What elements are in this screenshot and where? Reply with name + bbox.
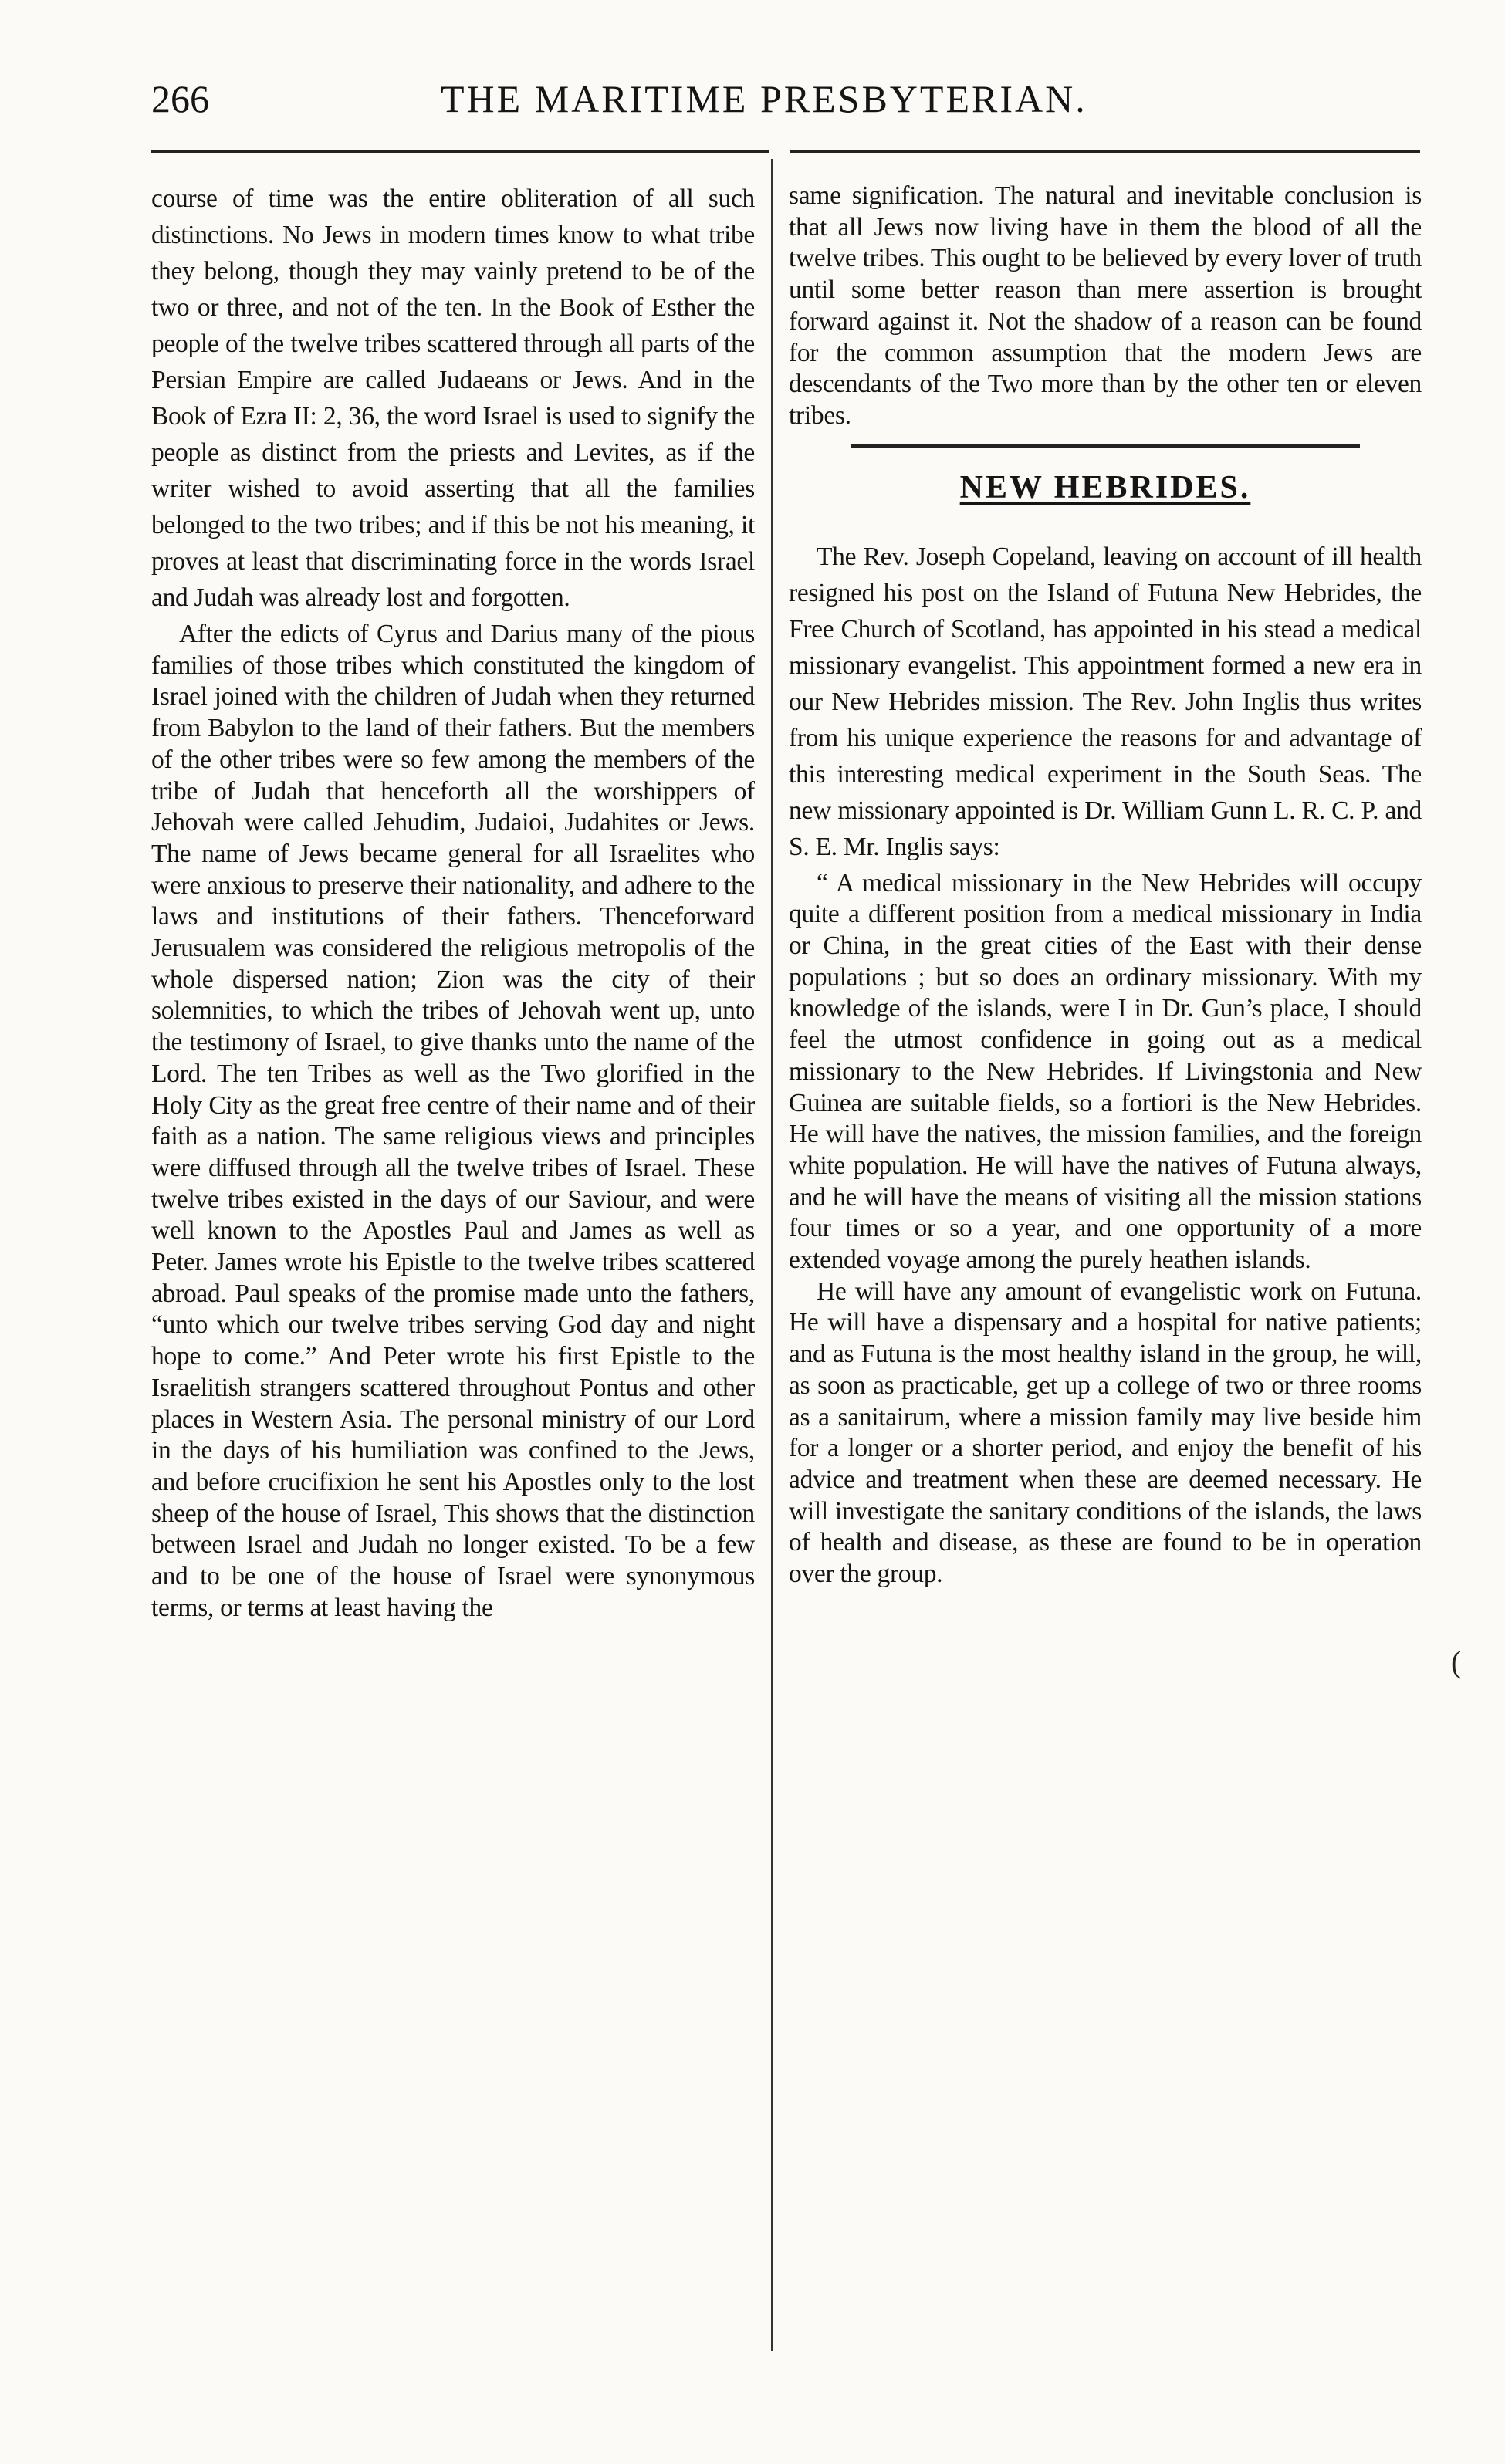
- paragraph: course of time was the entire obliteration of all such distinctions. No Jews in modern times know to what tribe they belong, though they may vainly pretend to be of the two or three, and not of the ten. In the Book of Esther the people of the twelve tribes scattered through all parts of the Persian Empire are called Judaeans or Jews. And in the Book of Ezra II: 2, 36, the word Israel is used to signify the people as distinct from the priests and Levites, as if the writer wished to avoid asserting that all the families belonged to the two tribes; and if this be not his meaning, it proves at least that discriminating force in the words Israel and Judah was already lost and forgotten.: [151, 184, 755, 612]
- paragraph: After the edicts of Cyrus and Darius many of the pious families of those tribes which constituted the kingdom of Israel joined with the children of Judah when they returned from Babylon to the land of their fathers. But the members of the other tribes were so few among the members of the tribe of Judah that henceforth all the worshippers of Jehovah were called Jehudim, Judaioi, Judahites or Jews. The name of Jews became general for all Israelites who were anxious to preserve their nationality, and adhere to the laws and institutions of their fathers. Thenceforward Jerusualem was considered the religious metropolis of the whole dispersed nation; Zion was the city of their solemnities, to which the tribes of Jehovah went up, unto the testimony of Israel, to give thanks unto the name of the Lord. The ten Tribes as well as the Two glorified in the Holy City as the great free centre of their name and of their faith as a nation. The same religious views and principles were diffused through all the twelve tribes of Israel. These twelve tribes existed in the days of our Saviour, and were well known to the Apostles Paul and James as well as Peter. James wrote his Epistle to the twelve tribes scattered abroad. Paul speaks of the promise made unto the fathers, “unto which our twelve tribes serving God day and night hope to come.” And Peter wrote his first Epistle to the Israelitish strangers scattered throughout Pontus and other places in Western Asia. The personal ministry of our Lord in the days of his humiliation was confined to the Jews, and before crucifixion he sent his Apostles only to the lost sheep of the house of Israel, This shows that the distinction between Israel and Judah no longer existed. To be a few and to be one of the house of Israel were synonymous terms, or terms at least having the: [151, 620, 755, 1622]
- header-rule-left: [151, 150, 769, 153]
- paragraph: same signification. The natural and inevitable conclusion is that all Jews now living have in them the blood of all the twelve tribes. This ought to be believed by every lover of truth until some better reason than mere assertion is brought forward against it. Not the shadow of a reason can be found for the common assumption that the modern Jews are descendants of the Two more than by the other ten or eleven tribes.: [789, 181, 1422, 430]
- right-column: [789, 181, 1422, 2349]
- header-rule-right: [790, 150, 1420, 153]
- left-column: [151, 181, 755, 2349]
- quoted-paragraph: “ A medical missionary in the New Hebrides will occupy quite a different position from a medical missionary in India or China, in the great cities of the East with their dense populations ; but so does an ordinary missionary. With my knowledge of the islands, were I in Dr. Gun’s place, I should feel the utmost confidence in going out as a medical missionary to the New Hebrides. If Livingstonia and New Guinea are suitable fields, so a fortiori is the New Hebrides. He will have the natives, the mission families, and the foreign white population. He will have the natives of Futuna always, and he will have the means of visiting all the mission stations four times or so a year, and one opportunity of a more extended voyage among the purely heathen islands.: [789, 868, 1422, 1275]
- section-separator: [851, 444, 1360, 448]
- column-divider: [771, 159, 773, 2351]
- paragraph: He will have any amount of evangelistic work on Futuna. He will have a dispensary and a hospital for native patients; and as Futuna is the most healthy island in the group, he will, as soon as practicable, get up a college of two or three rooms as a sanitairum, where a mission family may live beside him for a longer or a shorter period, and enjoy the benefit of his advice and treatment when these are deemed necessary. He will investigate the sanitary conditions of the islands, the laws of health and disease, as these are found to be in operation over the group.: [789, 1276, 1422, 1589]
- page-number: 266: [151, 77, 209, 120]
- journal-title: THE MARITIME PRESBYTERIAN.: [441, 77, 1087, 120]
- section-heading: NEW HEBRIDES.: [959, 469, 1251, 505]
- paragraph: The Rev. Joseph Copeland, leaving on account of ill health resigned his post on the Island of Futuna New Hebrides, the Free Church of Scotland, has appointed in his stead a medical missionary evangelist. This appointment formed a new era in our New Hebrides mission. The Rev. John Inglis thus writes from his unique experience the reasons for and advantage of this interesting medical experiment in the South Seas. The new missionary appointed is Dr. William Gunn L. R. C. P. and S. E. Mr. Inglis says:: [789, 542, 1422, 861]
- margin-mark: (: [1451, 1644, 1462, 1679]
- page-header: [151, 74, 1432, 123]
